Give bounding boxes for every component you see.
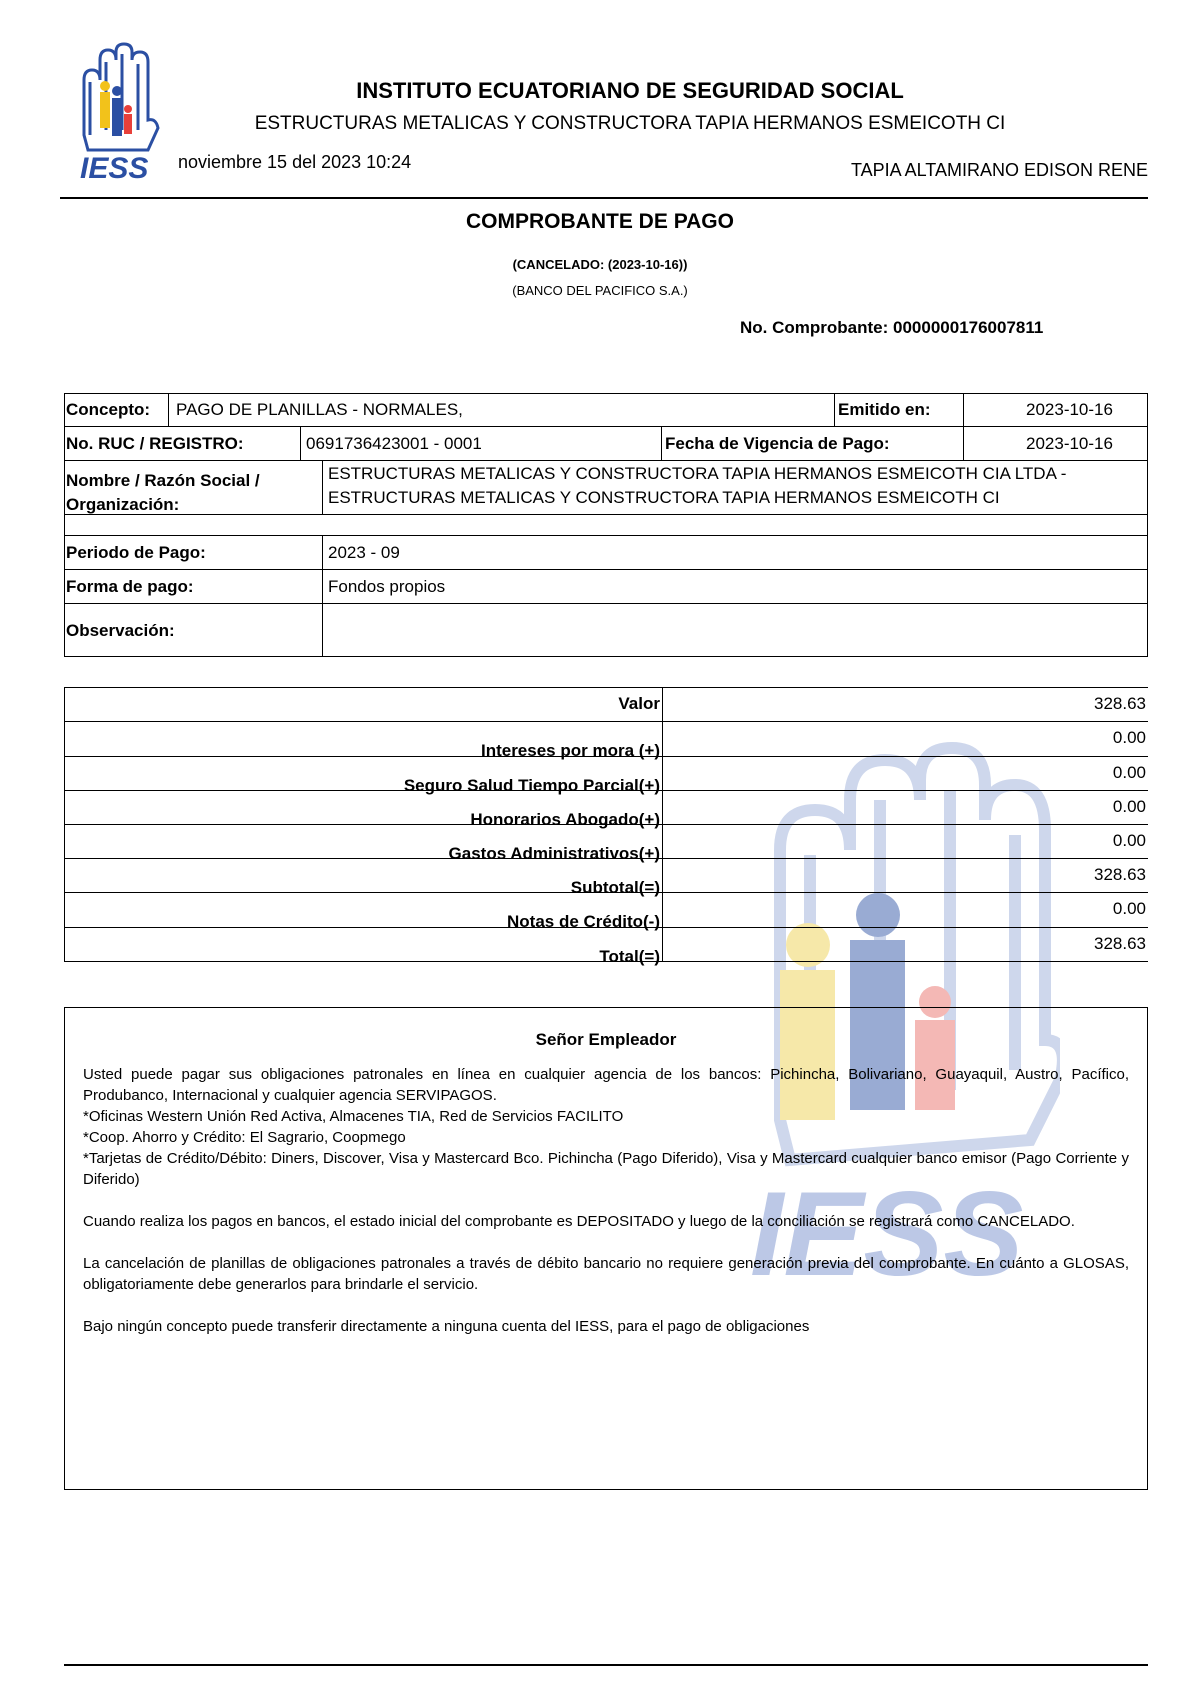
amount-value: 328.63 (1094, 865, 1146, 884)
vigencia-value: 2023-10-16 (1026, 434, 1113, 453)
amount-label: Intereses por mora (+) (480, 741, 660, 760)
vigencia-label: Fecha de Vigencia de Pago: (665, 434, 890, 453)
notice-paragraph-offices: *Oficinas Western Unión Red Activa, Almacenes TIA, Red de Servicios FACILITO (83, 1108, 624, 1125)
amount-value: 328.63 (1094, 694, 1146, 713)
details-table (64, 393, 1148, 657)
amount-value: 0.00 (1112, 797, 1146, 816)
receipt-title: COMPROBANTE DE PAGO (466, 210, 734, 233)
amount-label: Honorarios Abogado(+) (470, 810, 660, 829)
periodo-label: Periodo de Pago: (66, 543, 206, 562)
receipt-status: (CANCELADO: (2023-10-16)) (512, 257, 688, 272)
amount-label: Total(=) (599, 947, 660, 966)
concepto-value: PAGO DE PLANILLAS - NORMALES, (176, 400, 463, 419)
watermark-text: IESS (750, 1167, 1024, 1300)
header-divider (60, 197, 1148, 199)
amounts-table (64, 687, 1148, 966)
observacion-value (326, 619, 330, 623)
notice-paragraph-banks: Usted puede pagar sus obligaciones patronales en línea en cualquier agencia de los bancos: Pichincha, Bolivariano, Guayaquil, Austro, Pacífico, Produbanco, Internacional y cualquier agencia SERVIPAGOS. (83, 1066, 1129, 1104)
notice-title: Señor Empleador (535, 1030, 677, 1049)
print-datetime: noviembre 15 del 2023 10:24 (178, 152, 412, 172)
notice-body (83, 1064, 1129, 1358)
amount-label: Subtotal(=) (570, 878, 660, 897)
amount-value: 328.63 (1094, 934, 1146, 953)
receipt-number (740, 318, 1043, 338)
receipt-bank: (BANCO DEL PACIFICO S.A.) (512, 283, 688, 298)
notice-paragraph-cards: *Tarjetas de Crédito/Débito: Diners, Discover, Visa y Mastercard Bco. Pichincha (Pago Diferido), Visa y Mastercard cualquier banco emisor (Pago Corriente y Diferido) (83, 1150, 1129, 1188)
forma-label: Forma de pago: (66, 577, 194, 596)
receipt-number-value: 0000000176007811 (893, 318, 1044, 337)
receipt-number-label: No. Comprobante: (740, 318, 889, 337)
amount-label: Seguro Salud Tiempo Parcial(+) (403, 776, 660, 795)
employer-notice (64, 1007, 1148, 1490)
notice-paragraph-warning: Bajo ningún concepto puede transferir directamente a ninguna cuenta del IESS, para el pago de obligaciones (83, 1318, 810, 1335)
notice-paragraph-status: Cuando realiza los pagos en bancos, el estado inicial del comprobante es DEPOSITADO y luego de la conciliación se registrará como CANCELADO. (83, 1213, 1075, 1230)
iess-logo (78, 40, 160, 188)
company-subtitle: ESTRUCTURAS METALICAS Y CONSTRUCTORA TAPIA HERMANOS ESMEICOTH CI (254, 113, 1006, 134)
amount-value: 0.00 (1112, 831, 1146, 850)
notice-paragraph-coop: *Coop. Ahorro y Crédito: El Sagrario, Coopmego (83, 1129, 406, 1146)
institution-title: INSTITUTO ECUATORIANO DE SEGURIDAD SOCIAL (356, 78, 904, 103)
person-name: TAPIA ALTAMIRANO EDISON RENE (850, 160, 1148, 180)
periodo-value: 2023 - 09 (328, 543, 400, 562)
amount-value: 0.00 (1112, 899, 1146, 918)
amount-label: Gastos Administrativos(+) (448, 844, 660, 863)
nombre-label: Nombre / Razón Social / Organización: (66, 471, 260, 514)
emitido-label: Emitido en: (838, 400, 931, 419)
ruc-value: 0691736423001 - 0001 (306, 434, 482, 453)
amount-label: Valor (618, 694, 660, 713)
footer-divider (64, 1664, 1148, 1666)
emitido-value: 2023-10-16 (1026, 400, 1113, 419)
forma-value: Fondos propios (328, 577, 446, 596)
logo-text: IESS (80, 152, 149, 185)
notice-paragraph-debit: La cancelación de planillas de obligaciones patronales a través de débito bancario no requiere generación previa del comprobante. En cuánto a GLOSAS, obligatoriamente debe generarlos para brindarle el servicio. (83, 1255, 1129, 1293)
amount-label: Notas de Crédito(-) (507, 912, 660, 931)
observacion-label: Observación: (66, 621, 175, 640)
amount-value: 0.00 (1112, 728, 1146, 747)
amount-value: 0.00 (1112, 763, 1146, 782)
ruc-label: No. RUC / REGISTRO: (66, 434, 244, 453)
concepto-label: Concepto: (66, 400, 151, 419)
nombre-value: ESTRUCTURAS METALICAS Y CONSTRUCTORA TAPIA HERMANOS ESMEICOTH CIA LTDA - ESTRUCTURAS METALICAS Y CONSTRUCTORA TAPIA HERMANOS ESMEICOTH CI (328, 464, 1067, 507)
